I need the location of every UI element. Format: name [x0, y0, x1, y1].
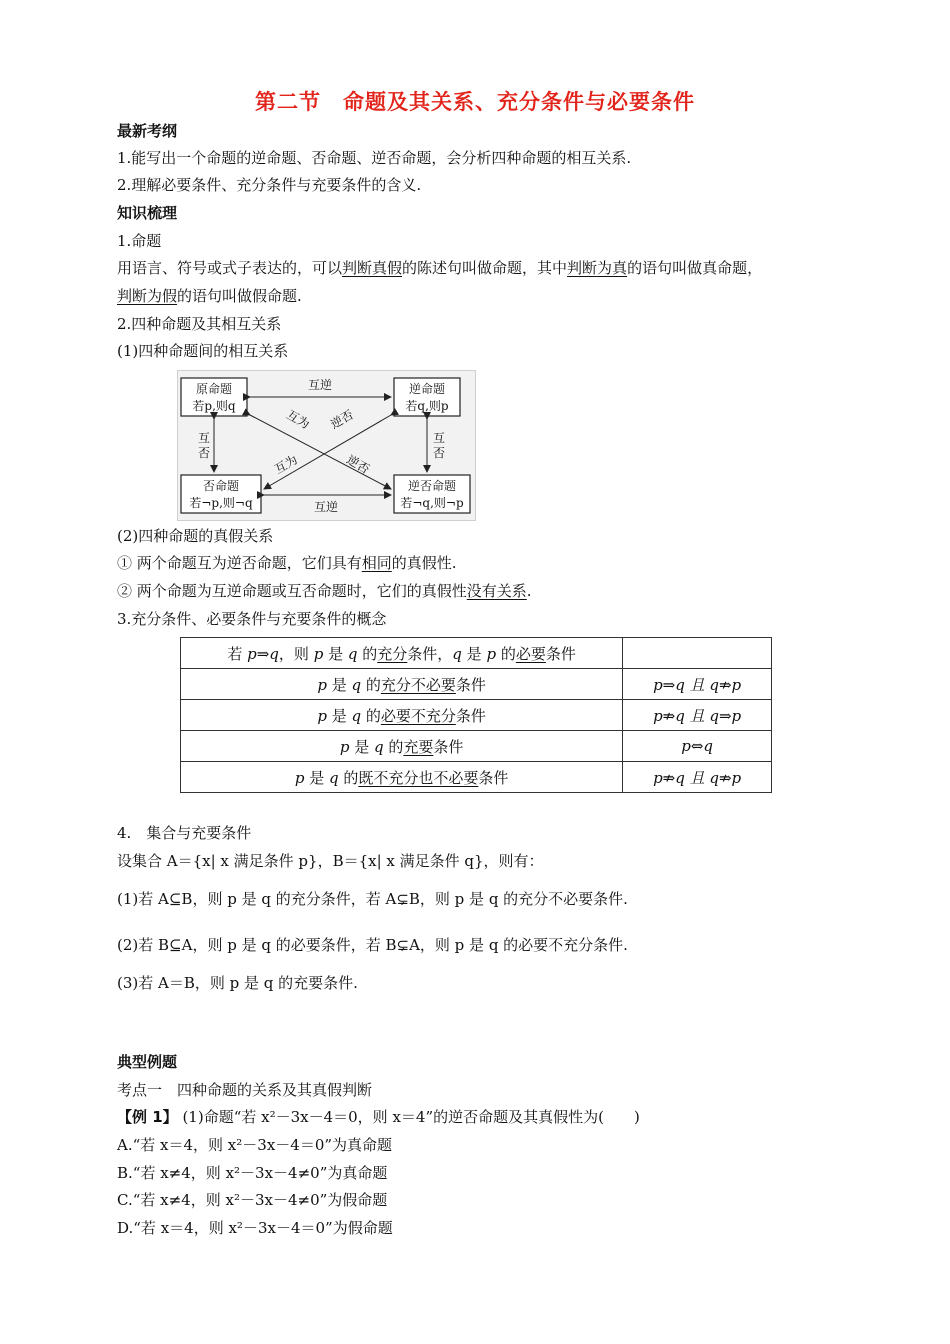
- four-propositions-diagram: [177, 370, 476, 521]
- table-cell: p⇏q 且 q⇒p: [623, 700, 772, 731]
- section-2-sub-2: (2)四种命题的真假关系: [117, 527, 274, 545]
- outline-item-1: 1.能写出一个命题的逆命题、否命题、逆否命题，会分析四种命题的相互关系.: [117, 149, 632, 167]
- topic-1-title: 考点一 四种命题的关系及其真假判断: [117, 1081, 373, 1099]
- sets-line-2: (2)若 B⊆A，则 p 是 q 的必要条件，若 B⊊A，则 p 是 q 的必要不充分条件.: [117, 936, 628, 954]
- left-arrow-label-1: 互: [197, 431, 211, 445]
- original-label: 原命题: [195, 382, 233, 396]
- section-1-paragraph-line-1: 用语言、符号或式子表达的，可以判断真假的陈述句叫做命题，其中判断为真的语句叫做真命题，: [117, 259, 763, 277]
- inverse-label: 否命题: [202, 479, 240, 493]
- left-arrow-label-2: 否: [197, 446, 211, 460]
- diagonal-label-hu-wei-1: 互为: [284, 407, 312, 432]
- table-cell: p⇒q 且 q⇏p: [623, 669, 772, 700]
- section-2-title: 2.四种命题及其相互关系: [117, 315, 282, 333]
- right-arrow-label-1: 互: [432, 431, 446, 445]
- table-cell: p⇏q 且 q⇏p: [623, 762, 772, 793]
- converse-form: 若q,则p: [405, 399, 449, 413]
- option-d: D.“若 x＝4，则 x²－3x－4＝0”为假命题: [117, 1219, 393, 1237]
- outline-heading: 最新考纲: [117, 122, 178, 140]
- diagonal-arrow-2: [264, 415, 391, 489]
- converse-label: 逆命题: [408, 382, 446, 396]
- table-row: [181, 762, 772, 793]
- table-cell: p⇔q: [623, 731, 772, 762]
- truth-rule-2: ② 两个命题为互逆命题或互否命题时，它们的真假性没有关系.: [117, 582, 532, 600]
- diagonal-label-hu-wei-2: 互为: [272, 452, 300, 477]
- bottom-arrow-label: 互逆: [313, 500, 339, 514]
- right-arrow-label-2: 否: [432, 446, 446, 460]
- section-1-paragraph-line-2: 判断为假的语句叫做假命题.: [117, 287, 302, 305]
- page-title: 第二节 命题及其关系、充分条件与必要条件: [255, 90, 695, 114]
- table-cell: p 是 q 的既不充分也不必要条件: [181, 762, 623, 793]
- table-row: [181, 669, 772, 700]
- table-cell: p 是 q 的充分不必要条件: [181, 669, 623, 700]
- diagonal-arrow-1: [250, 415, 391, 489]
- section-2-sub-1: (1)四种命题间的相互关系: [117, 342, 289, 360]
- original-form: 若p,则q: [192, 399, 236, 413]
- table-cell: [623, 638, 772, 669]
- table-row: [181, 700, 772, 731]
- sets-line-1: (1)若 A⊆B，则 p 是 q 的充分条件，若 A⊊B，则 p 是 q 的充分不必要条件.: [117, 890, 628, 908]
- sets-line-3: (3)若 A＝B，则 p 是 q 的充要条件.: [117, 974, 358, 992]
- conditions-table: [180, 637, 772, 793]
- option-a: A.“若 x＝4，则 x²－3x－4＝0”为真命题: [117, 1136, 393, 1154]
- contrapositive-label: 逆否命题: [407, 479, 457, 493]
- section-3-title: 3.充分条件、必要条件与充要条件的概念: [117, 610, 387, 628]
- example-1-question: 【例 1】 (1)命题“若 x²－3x－4＝0，则 x＝4”的逆否命题及其真假性为( ): [117, 1108, 640, 1126]
- truth-rule-1: ① 两个命题互为逆否命题，它们具有相同的真假性.: [117, 554, 457, 572]
- table-cell: p 是 q 的必要不充分条件: [181, 700, 623, 731]
- sets-definition: 设集合 A＝{x| x 满足条件 p}，B＝{x| x 满足条件 q}，则有：: [117, 852, 544, 870]
- knowledge-heading: 知识梳理: [117, 204, 178, 222]
- option-c: C.“若 x≠4，则 x²－3x－4≠0”为假命题: [117, 1191, 388, 1209]
- table-row: [181, 638, 772, 669]
- diagram-svg: [178, 371, 475, 520]
- examples-heading: 典型例题: [117, 1053, 178, 1071]
- diagonal-label-ni-fou-1: 逆否: [328, 407, 356, 432]
- table-cell: 若 p⇒q，则 p 是 q 的充分条件，q 是 p 的必要条件: [181, 638, 623, 669]
- table-cell: p 是 q 的充要条件: [181, 731, 623, 762]
- section-4-title: 4. 集合与充要条件: [117, 824, 252, 842]
- table-row: [181, 731, 772, 762]
- contrapositive-form: 若¬q,则¬p: [400, 496, 464, 510]
- outline-item-2: 2.理解必要条件、充分条件与充要条件的含义.: [117, 176, 422, 194]
- diagonal-label-ni-fou-2: 逆否: [344, 452, 372, 477]
- inverse-form: 若¬p,则¬q: [189, 496, 253, 510]
- option-b: B.“若 x≠4，则 x²－3x－4≠0”为真命题: [117, 1164, 388, 1182]
- section-1-title: 1.命题: [117, 232, 162, 250]
- top-arrow-label: 互逆: [307, 378, 333, 392]
